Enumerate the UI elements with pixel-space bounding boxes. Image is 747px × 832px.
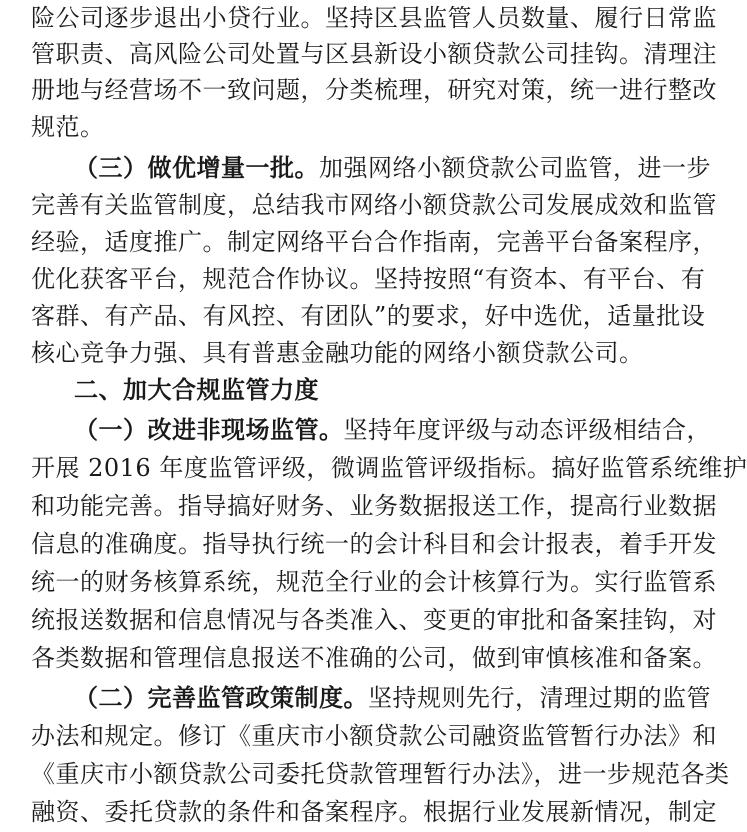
body-text-line: 完善有关监管制度，总结我市网络小额贷款公司发展成效和监管 — [31, 191, 717, 219]
section-3-first-line — [0, 148, 714, 188]
subsection-1-lead: （一）改进非现场监管。 — [74, 416, 344, 444]
section-heading: 二、加大合规监管力度 — [74, 376, 319, 404]
section-3-lead: （三）做优增量一批。 — [74, 154, 319, 182]
subsection-2-lead: （二）完善监管政策制度。 — [74, 684, 368, 712]
body-text-line: 经验，适度推广。制定网络平台合作指南，完善平台备案程序， — [31, 228, 717, 256]
body-text-line: 册地与经营场不一致问题，分类梳理，研究对策，统一进行整改 — [31, 76, 717, 104]
subsection-1-first-rest: 坚持年度评级与动态评级相结合， — [343, 416, 711, 444]
body-text-line: 优化获客平台，规范合作协议。坚持按照“有资本、有平台、有 — [31, 265, 706, 293]
body-text-line: 信息的准确度。指导执行统一的会计科目和会计报表，着手开发 — [31, 530, 717, 558]
subsection-2-first-rest: 坚持规则先行，清理过期的监管 — [368, 684, 711, 712]
body-text-line: 客群、有产品、有风控、有团队”的要求，好中选优，适量批设 — [31, 302, 706, 330]
body-text-line: 各类数据和管理信息报送不准确的公司，做到审慎核准和备案。 — [31, 644, 717, 672]
body-text-line: 《重庆市小额贷款公司委托贷款管理暂行办法》，进一步规范各类 — [31, 760, 730, 788]
body-text-line: 规范。 — [31, 113, 105, 141]
body-text-line: 统报送数据和信息情况与各类准入、变更的审批和备案挂钩，对 — [31, 606, 717, 634]
body-text-line: 和功能完善。指导搞好财务、业务数据报送工作，提高行业数据 — [31, 492, 717, 520]
body-text-line: 险公司逐步退出小贷行业。坚持区县监管人员数量、履行日常监 — [31, 4, 717, 32]
subsection-2-first-line — [0, 678, 714, 718]
body-text-line: 统一的财务核算系统，规范全行业的会计核算行为。实行监管系 — [31, 568, 717, 596]
body-text-line: 开展 2016 年度监管评级，微调监管评级指标。搞好监管系统维护 — [31, 454, 747, 482]
body-text-line: 办法和规定。修订《重庆市小额贷款公司融资监管暂行办法》和 — [31, 722, 717, 750]
body-text-line: 管职责、高风险公司处置与区县新设小额贷款公司挂钩。清理注 — [31, 40, 717, 68]
body-text-line: 核心竞争力强、具有普惠金融功能的网络小额贷款公司。 — [31, 339, 644, 367]
subsection-1-first-line — [0, 410, 714, 450]
body-text-line: 融资、委托贷款的条件和备案程序。根据行业发展新情况，制定 — [31, 798, 717, 826]
section-3-first-rest: 加强网络小额贷款公司监管，进一步 — [319, 154, 711, 182]
